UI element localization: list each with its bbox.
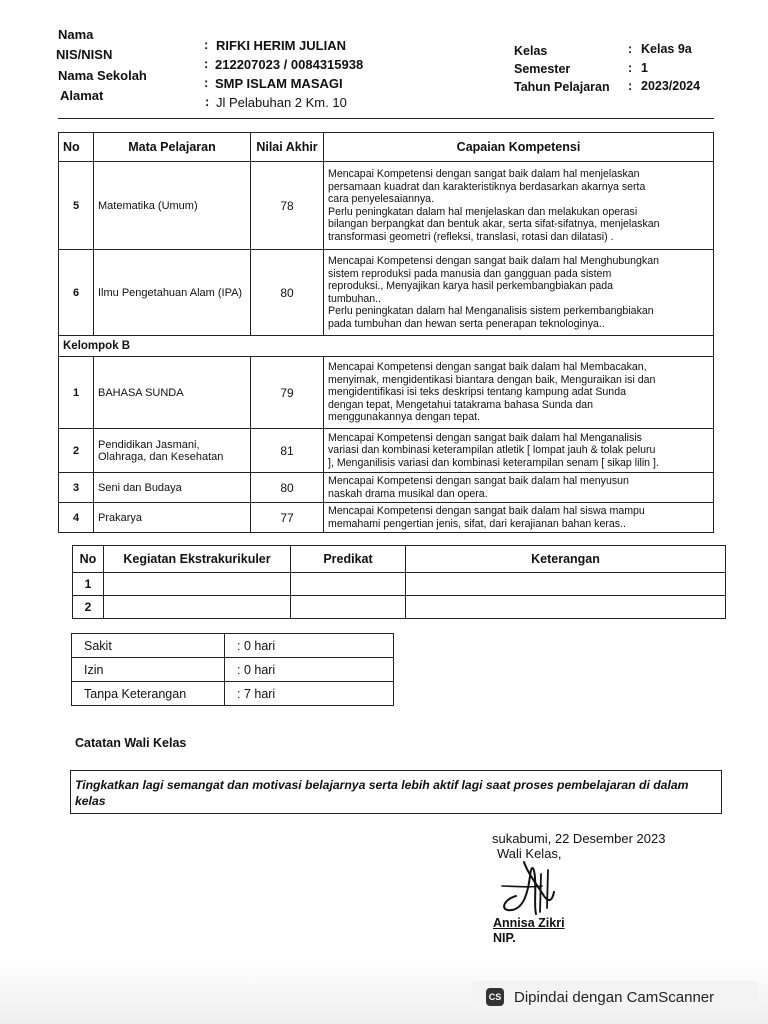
row-no: 4	[59, 503, 94, 533]
row-predicate	[291, 573, 406, 596]
competency-line: naskah drama musikal dan opera.	[328, 487, 488, 500]
col-activity: Kegiatan Ekstrakurikuler	[104, 546, 291, 573]
competency-line: Mencapai Kompetensi dengan sangat baik dalam hal Menganalisis	[328, 431, 642, 444]
camscanner-logo-icon: CS	[486, 988, 504, 1006]
row-subject: Matematika (Umum)	[94, 162, 251, 250]
competency-line: memahami pengertian jenis, sifat, dari kerajianan bahan keras..	[328, 517, 626, 530]
table-row	[72, 634, 394, 658]
homeroom-teacher-label: Wali Kelas,	[497, 846, 562, 861]
table-row	[73, 596, 726, 619]
table-row	[72, 658, 394, 682]
col-note: Keterangan	[406, 546, 726, 573]
attendance-label: Sakit	[72, 634, 225, 658]
row-note	[406, 596, 726, 619]
competency-line: mengidentifikasi isi teks deskripsi tentang kampung adat Sunda	[328, 386, 626, 399]
camscanner-text: Dipindai dengan CamScanner	[514, 988, 715, 1006]
table-row	[59, 250, 714, 336]
row-score: 77	[251, 503, 324, 533]
attendance-value: : 0 hari	[225, 658, 394, 682]
row-no: 2	[73, 596, 104, 619]
year-value: 2023/2024	[641, 79, 701, 93]
group-b-label: Kelompok B	[59, 336, 714, 357]
row-score: 80	[251, 250, 324, 336]
competency-line: tumbuhan..	[328, 292, 382, 305]
col-subject: Mata Pelajaran	[94, 133, 251, 162]
table-row	[59, 473, 714, 503]
attendance-label: Izin	[72, 658, 225, 682]
attendance-value: : 0 hari	[225, 634, 394, 658]
colon: :	[205, 94, 210, 109]
table-row	[59, 357, 714, 429]
row-no: 5	[59, 162, 94, 250]
row-activity	[104, 596, 291, 619]
year-label: Tahun Pelajaran	[514, 80, 610, 94]
competency-line: Mencapai Kompetensi dengan sangat baik dalam hal menyusun	[328, 475, 629, 487]
row-competency	[324, 162, 714, 250]
competency-line: Mencapai Kompetensi dengan sangat baik dalam hal Membacakan,	[328, 361, 647, 374]
place-date: sukabumi, 22 Desember 2023	[492, 831, 666, 846]
table-row	[59, 162, 714, 250]
competency-line: dengan tepat, Mengetahui tatakrama bahasa Sunda dan	[328, 398, 594, 411]
row-subject: Pendidikan Jasmani, Olahraga, dan Kesehatan	[94, 429, 251, 473]
colon: :	[204, 75, 209, 90]
competency-line: pada tumbuhan dan hewan serta penerapan teknologinya..	[328, 317, 605, 330]
row-note	[406, 573, 726, 596]
competency-line: variasi dan kombinasi keterampilan atletik [ lompat jauh & tolak peluru	[328, 444, 656, 457]
class-label: Kelas	[514, 44, 548, 58]
row-score: 78	[251, 162, 324, 250]
competency-line: Mencapai Kompetensi dengan sangat baik dalam hal menjelaskan	[328, 168, 640, 180]
camscanner-watermark	[472, 981, 758, 1013]
competency-line: bilangan berpangkat dan bentuk akar, serta sifat-sifatnya, menjelaskan	[328, 218, 660, 230]
teacher-nip: NIP.	[493, 931, 516, 945]
competency-line: reproduksi., Menyajikan karya hasil perkembangbiakan pada	[328, 280, 614, 292]
row-no: 6	[59, 250, 94, 336]
table-row	[72, 682, 394, 706]
school-label: Nama Sekolah	[58, 68, 147, 83]
col-no: No	[59, 133, 94, 162]
grades-header-row	[59, 133, 714, 162]
colon: :	[204, 56, 209, 71]
name-label: Nama	[58, 27, 94, 42]
address-label: Alamat	[60, 88, 104, 103]
table-row	[59, 503, 714, 533]
col-predicate: Predikat	[291, 546, 406, 573]
row-competency	[324, 357, 714, 429]
table-row	[73, 573, 726, 596]
attendance-table	[71, 633, 394, 706]
row-score: 81	[251, 429, 324, 473]
competency-line: Perlu peningkatan dalam hal Menganalisis sistem perkembangbiakan	[328, 305, 654, 317]
competency-line: sistem reproduksi pada manusia dan gangguan pada sistem	[328, 267, 612, 280]
group-row	[59, 336, 714, 357]
extracurricular-header-row	[73, 546, 726, 573]
colon: :	[628, 61, 633, 75]
colon: :	[204, 37, 209, 52]
row-score: 80	[251, 473, 324, 503]
school-address: Jl Pelabuhan 2 Km. 10	[216, 95, 347, 110]
col-competency: Capaian Kompetensi	[324, 133, 714, 162]
col-score: Nilai Akhir	[251, 133, 324, 162]
competency-line: cara penyelesaiannya.	[328, 193, 435, 205]
competency-line: transformasi geometri (refleksi, translasi, rotasi dan dilatasi) .	[328, 230, 614, 243]
row-predicate	[291, 596, 406, 619]
nis-label: NIS/NISN	[56, 47, 113, 62]
notes-title: Catatan Wali Kelas	[75, 736, 187, 750]
header-divider	[58, 118, 714, 119]
competency-line: persamaan kuadrat dan karakteristiknya berdasarkan akarnya serta	[328, 180, 646, 193]
table-row	[59, 429, 714, 473]
competency-line: ], Menganilisis variasi dan kombinasi keterampilan senam [ sikap lilin ].	[328, 456, 659, 469]
row-activity	[104, 573, 291, 596]
row-no: 1	[59, 357, 94, 429]
competency-line: Mencapai Kompetensi dengan sangat baik dalam hal siswa mampu	[328, 505, 645, 517]
notes-box: Tingkatkan lagi semangat dan motivasi belajarnya serta lebih aktif lagi saat proses pembelajaran di dalam kelas	[70, 770, 722, 814]
row-no: 3	[59, 473, 94, 503]
colon: :	[628, 42, 633, 56]
row-competency	[324, 473, 714, 503]
row-score: 79	[251, 357, 324, 429]
teacher-name: Annisa Zikri	[493, 916, 565, 930]
row-competency	[324, 250, 714, 336]
attendance-value: : 7 hari	[225, 682, 394, 706]
row-no: 1	[73, 573, 104, 596]
row-no: 2	[59, 429, 94, 473]
row-competency	[324, 429, 714, 473]
competency-line: Mencapai Kompetensi dengan sangat baik dalam hal Menghubungkan	[328, 255, 659, 267]
row-subject: Prakarya	[94, 503, 251, 533]
row-competency	[324, 503, 714, 533]
school-name: SMP ISLAM MASAGI	[215, 76, 343, 91]
row-subject: Seni dan Budaya	[94, 473, 251, 503]
student-nis: 212207023 / 0084315938	[215, 57, 364, 72]
grades-table	[58, 132, 714, 533]
colon: :	[628, 79, 633, 93]
semester-value: 1	[641, 61, 648, 75]
competency-line: menggunakannya dengan tepat.	[328, 411, 480, 424]
competency-line: Perlu peningkatan dalam hal menjelaskan dan melakukan operasi	[328, 205, 638, 218]
col-no: No	[73, 546, 104, 573]
attendance-label: Tanpa Keterangan	[72, 682, 225, 706]
handwritten-signature	[494, 856, 584, 923]
extracurricular-table	[72, 545, 726, 619]
competency-line: menyimak, mengidentikasi biantara dengan baik, Menguraikan isi dan	[328, 373, 656, 386]
row-subject: Ilmu Pengetahuan Alam (IPA)	[94, 250, 251, 336]
semester-label: Semester	[514, 62, 571, 76]
student-name: RIFKI HERIM JULIAN	[216, 38, 346, 53]
class-value: Kelas 9a	[641, 42, 692, 56]
row-subject: BAHASA SUNDA	[94, 357, 251, 429]
